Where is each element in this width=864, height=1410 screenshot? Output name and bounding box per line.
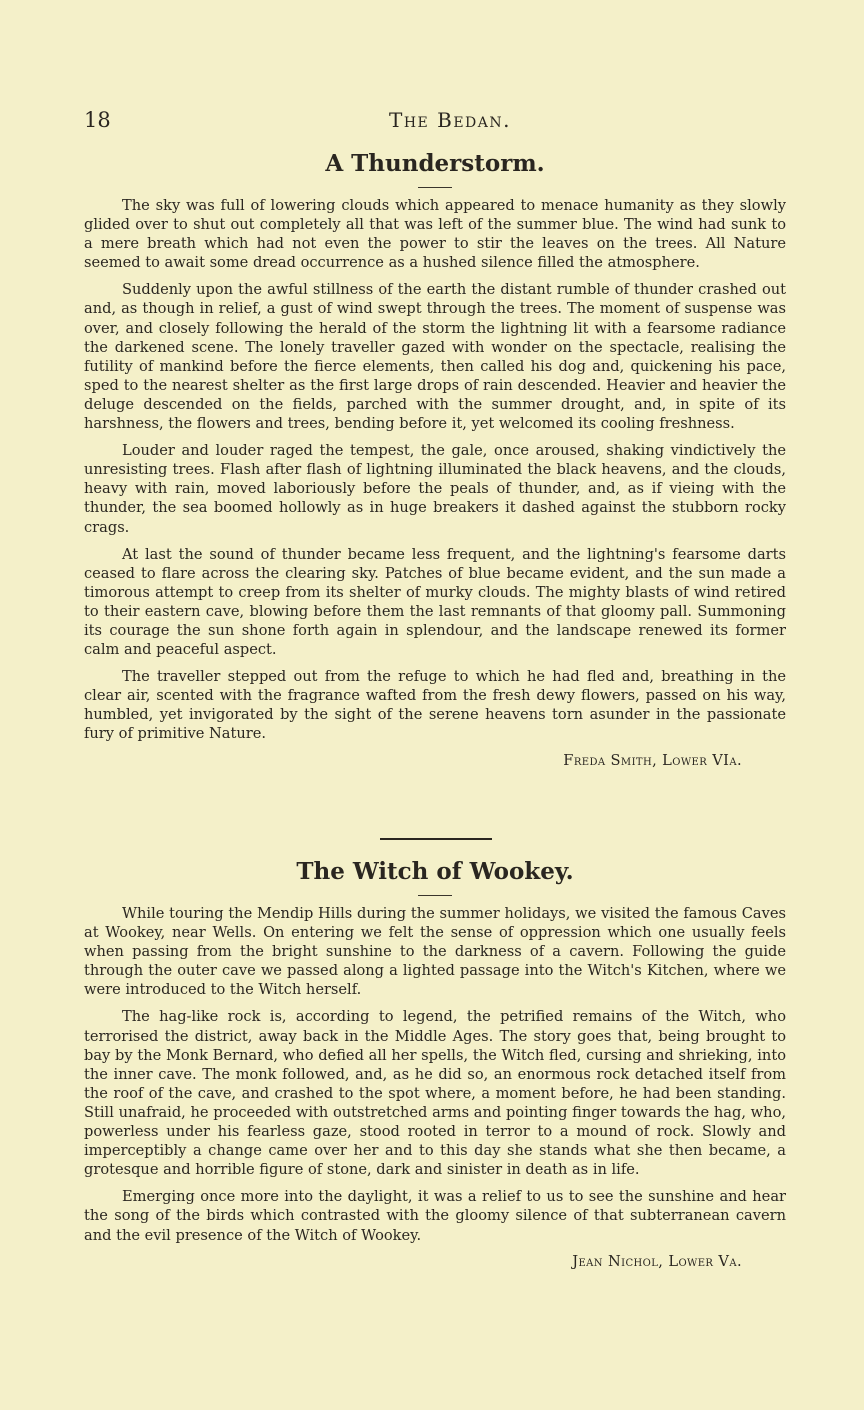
running-title: The Bedan.: [389, 108, 511, 132]
paragraph: Emerging once more into the daylight, it was a relief to us to see the sunshine and hear the song of the birds which contrasted with the gloomy silence of that subterranean cavern and the evil presence of the Witch of Wookey.: [84, 1188, 786, 1244]
paragraph: The sky was full of lowering clouds which appeared to menace humanity as they slowly glided over to shut out completely all that was left of the summer blue. The wind had sunk to a mere breath which had not even the power to stir the leaves on the trees. All Nature seemed to await some dread occurrence as a hushed silence filled the atmosphere.: [84, 197, 786, 272]
title-rule: [418, 187, 452, 188]
paragraph: While touring the Mendip Hills during the summer holidays, we visited the famous Caves at Wookey, near Wells. On entering we felt the sense of oppression which one usually feels when passing from the bright sunshine to the darkness of a cavern. Following the guide through the outer cave we passed along a lighted passage into the Witch's Kitchen, where we were introduced to the Witch herself.: [84, 905, 786, 999]
author-byline: Jean Nichol, Lower Va.: [572, 1252, 742, 1270]
paragraph: Suddenly upon the awful stillness of the earth the distant rumble of thunder crashed out and, as though in relief, a gust of wind swept through the trees. The moment of suspense was over, and closely following the herald of the storm the lightning lit with a fearsome radiance the darkened scene. The lonely traveller gazed with wonder on the spectacle, realising the futility of mankind before the fierce elements, then called his dog and, quickening his pace, sped to the nearest shelter as the first large drops of rain descended. Heavier and heavier the deluge descended on the fields, parched with the summer drought, and, in spite of its harshness, the flowers and trees, bending before it, yet welcomed its cooling freshness.: [84, 281, 786, 433]
author-byline: Freda Smith, Lower VIa.: [563, 751, 742, 769]
article-witch-of-wookey: [84, 858, 786, 1270]
article-title: A Thunderstorm.: [325, 150, 545, 177]
paragraph: At last the sound of thunder became less frequent, and the lightning's fearsome darts ceased to flare across the clearing sky. Patches of blue became evident, and the sun made a timorous attempt to creep from its shelter of murky clouds. The mighty blasts of wind retired to their eastern cave, blowing before them the last remnants of that gloomy pall. Summoning its courage the sun shone forth again in splendour, and the landscape renewed its former calm and peaceful aspect.: [84, 545, 786, 659]
page-header: [84, 108, 780, 138]
paragraph: Louder and louder raged the tempest, the gale, once aroused, shaking vindictively the unresisting trees. Flash after flash of lightning illuminated the black heavens, and the clouds, heavy with rain, moved laboriously before the peals of thunder, and, as if vieing with the thunder, the sea boomed hollowly as in huge breakers it dashed against the stubborn rocky crags.: [84, 442, 786, 536]
article-thunderstorm: [84, 150, 786, 769]
page-number: 18: [84, 108, 111, 132]
article-title: The Witch of Wookey.: [296, 858, 574, 885]
paragraph: The traveller stepped out from the refuge to which he had fled and, breathing in the clear air, scented with the fragrance wafted from the fresh dewy flowers, passed on his way, humbled, yet invigorated by the sight of the serene heavens torn asunder in the passionate fury of primitive Nature.: [84, 668, 786, 743]
paragraph: The hag-like rock is, according to legend, the petrified remains of the Witch, who terrorised the district, away back in the Middle Ages. The story goes that, being brought to bay by the Monk Bernard, who defied all her spells, the Witch fled, cursing and shrieking, into the inner cave. The monk followed, and, as he did so, an enormous rock detached itself from the roof of the cave, and crashed to the spot where, a moment before, he had been standing. Still unafraid, he proceeded with outstretched arms and pointing finger towards the hag, who, powerless under his fearless gaze, stood rooted in terror to a mound of rock. Slowly and imperceptibly a change came over her and to this day she stands what she then became, a grotesque and horrible figure of stone, dark and sinister in death as in life.: [84, 1008, 786, 1179]
section-divider: [380, 838, 492, 840]
title-rule: [418, 895, 452, 896]
